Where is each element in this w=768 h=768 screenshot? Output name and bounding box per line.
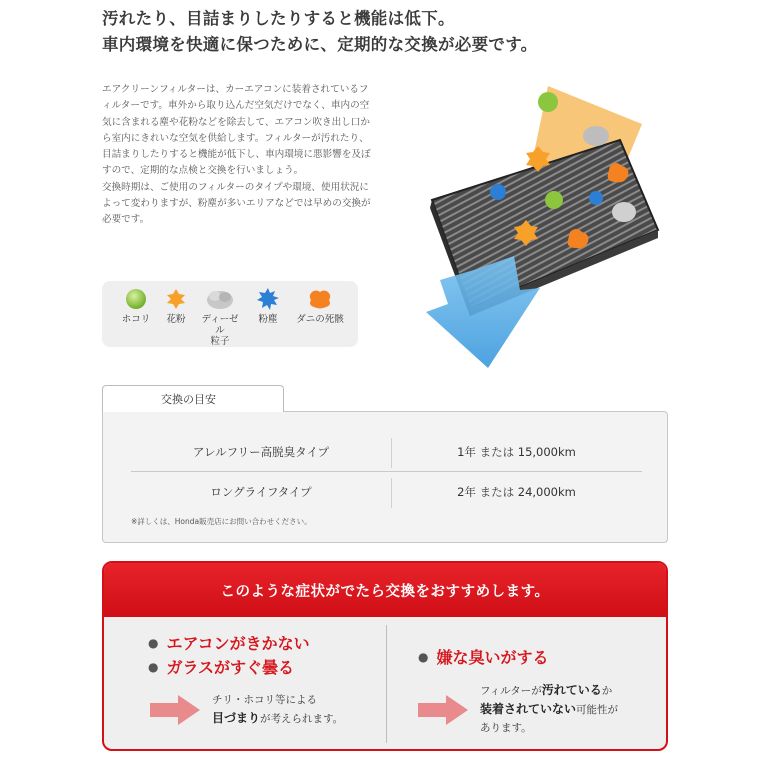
legend-label: 花粉 <box>166 314 186 325</box>
symptom-header-text: このような症状がでたら交換をおすすめします。 <box>220 584 550 600</box>
bullet-icon: ● <box>148 636 159 650</box>
cause-line: 可能性が <box>576 704 619 716</box>
legend-item-dust <box>114 287 158 325</box>
cause-emphasis: 装着されていない <box>480 702 577 716</box>
symptom-text: エアコンがきかない <box>166 634 310 653</box>
legend-label-line: ディーゼル <box>201 314 239 336</box>
pollen-icon <box>164 287 188 311</box>
intro-line: ら室内にきれいな空気を供給します。フィルターが汚れたり、 <box>102 132 369 144</box>
cause-text-left <box>212 691 343 728</box>
cause-emphasis: 目づまり <box>212 711 261 725</box>
air-filter-illustration <box>410 80 670 370</box>
legend-item-mite <box>290 287 350 325</box>
filter-type: ロングライフタイプ <box>210 485 312 499</box>
symptom-item <box>148 631 310 654</box>
diesel-particle-icon <box>583 126 609 146</box>
arrow-right-icon <box>416 693 470 727</box>
schedule-row <box>131 434 642 472</box>
bullet-icon: ● <box>148 660 159 674</box>
dust-icon <box>490 184 506 200</box>
cause-line: フィルターが <box>480 685 542 697</box>
headline-line-2: 車内環境を快適に保つために、定期的な交換が必要です。 <box>102 35 538 54</box>
headline <box>102 6 702 58</box>
legend-label: ホコリ <box>121 314 151 325</box>
intro-text <box>102 82 392 229</box>
intro-line: ィルターです。車外から取り込んだ空気だけでなく、車内の空 <box>102 100 370 112</box>
symptom-text: 嫌な臭いがする <box>436 648 549 667</box>
cause-line: チリ・ホコリ等による <box>212 694 317 706</box>
headline-line-1: 汚れたり、目詰まりしたりすると機能は低下。 <box>102 9 455 28</box>
symptom-text: ガラスがすぐ曇る <box>166 658 295 677</box>
green-ball-icon <box>124 287 148 311</box>
symptom-item <box>418 645 549 668</box>
bullet-icon: ● <box>418 650 429 664</box>
particle-legend <box>102 281 358 347</box>
tab-label: 交換の目安 <box>161 393 216 406</box>
intro-line: 気に含まれる塵や花粉などを除去して、エアコン吹き出し口か <box>102 116 370 128</box>
diesel-particle-icon <box>205 287 235 311</box>
legend-label-line: 粒子 <box>210 336 230 347</box>
intro-line: よって変わりますが、粉塵が多いエリアなどでは早めの交換が <box>102 198 371 210</box>
legend-label-diesel <box>198 314 242 347</box>
symptom-header <box>104 563 666 617</box>
dust-icon <box>256 287 280 311</box>
replacement-schedule <box>102 411 668 543</box>
dust-icon <box>589 191 603 205</box>
cause-line: か <box>601 685 613 697</box>
diesel-particle-icon <box>612 202 636 222</box>
legend-label: ダニの死骸 <box>296 314 344 325</box>
symptom-item <box>148 655 294 678</box>
column-divider <box>386 625 387 743</box>
intro-line: 目詰まりしたりすると機能が低下し、車内環境に悪影響を及ぼ <box>102 149 371 161</box>
cause-emphasis: 汚れている <box>541 683 602 697</box>
intro-paragraph-1 <box>102 82 392 180</box>
dealer-note: ※詳しくは、Honda販売店にお問い合わせください。 <box>131 517 312 526</box>
intro-line: 交換時期は、ご使用のフィルターのタイプや環境、使用状況に <box>102 181 369 193</box>
green-ball-icon <box>545 191 563 209</box>
schedule-row <box>131 474 642 512</box>
intro-line: すので、定期的な点検と交換を行いましょう。 <box>102 165 304 177</box>
arrow-right-icon <box>148 693 202 727</box>
cause-text-right <box>480 681 618 737</box>
intro-line: 必要です。 <box>102 214 150 226</box>
replacement-interval: 1年 または 15,000km <box>457 445 576 459</box>
tab-replacement-guide[interactable] <box>102 385 284 412</box>
legend-item-fine-dust <box>246 287 290 325</box>
replacement-interval: 2年 または 24,000km <box>457 485 576 499</box>
cause-line: あります。 <box>480 722 532 734</box>
intro-paragraph-2 <box>102 180 392 229</box>
symptom-panel <box>102 561 668 751</box>
legend-item-pollen <box>154 287 198 325</box>
legend-label: 粉塵 <box>258 314 278 325</box>
filter-type: アレルフリー高脱臭タイプ <box>192 445 330 459</box>
mite-icon <box>306 287 334 311</box>
legend-item-diesel <box>198 287 242 347</box>
intro-line: エアクリーンフィルターは、カーエアコンに装着されているフ <box>102 84 369 95</box>
green-ball-icon <box>538 92 558 112</box>
cause-line: が考えられます。 <box>260 713 344 725</box>
